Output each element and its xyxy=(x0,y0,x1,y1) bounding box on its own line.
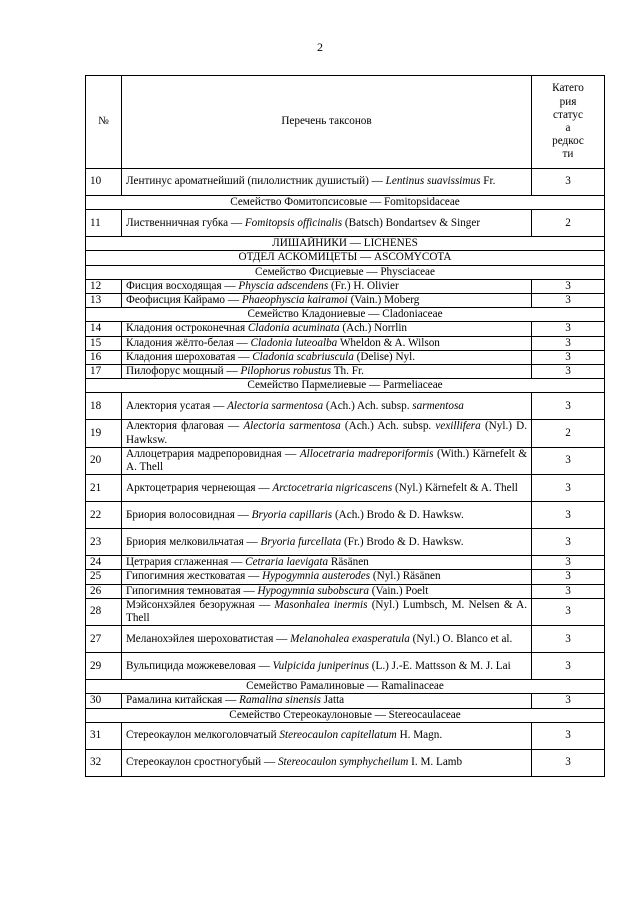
taxon-number: 13 xyxy=(86,294,122,308)
taxon-author: (Nyl.) Räsänen xyxy=(372,570,441,583)
taxon-common-name: Лиственничная губка — xyxy=(126,216,243,229)
taxon-number: 14 xyxy=(86,322,122,336)
taxon-latin-name: Phaeophyscia kairamoi xyxy=(241,294,348,307)
taxon-author: (Ach.) Norrlin xyxy=(342,322,408,335)
table-row xyxy=(86,322,605,336)
taxon-author: Räsänen xyxy=(330,556,369,569)
taxon-common-name: Пилофорус мощный — xyxy=(126,365,238,378)
taxon-common-name: Бриория волосовидная — xyxy=(126,508,249,521)
table-row xyxy=(86,447,605,474)
taxon-common-name: Кладония остроконечная xyxy=(126,322,246,335)
header-category-line: редкос xyxy=(552,135,584,148)
rarity-category: 3 xyxy=(532,447,605,474)
taxon-common-name: Стереокаулон мелкоголовчатый xyxy=(126,729,277,742)
taxon-name xyxy=(122,584,532,598)
rarity-category: 3 xyxy=(532,570,605,584)
taxon-author: (Nyl.) Kärnefelt & A. Thell xyxy=(395,481,518,494)
header-num: № xyxy=(86,76,122,169)
table-row xyxy=(86,393,605,420)
table-header-row xyxy=(86,76,605,169)
taxon-name xyxy=(122,570,532,584)
taxon-number: 28 xyxy=(86,598,122,625)
rarity-category: 3 xyxy=(532,169,605,196)
rarity-category: 3 xyxy=(532,722,605,749)
taxon-author: (Fr.) H. Olivier xyxy=(330,279,399,292)
taxon-name xyxy=(122,365,532,379)
rarity-category: 3 xyxy=(532,294,605,308)
taxon-latin-name: Masonhalea inermis xyxy=(274,598,368,611)
rarity-category: 3 xyxy=(532,502,605,529)
rarity-category: 3 xyxy=(532,336,605,350)
taxon-name xyxy=(122,502,532,529)
family-title: Семейство Пармелиевые — Parmeliaceae xyxy=(86,379,605,393)
taxon-common-name: Бриория мелковильчатая — xyxy=(126,535,258,548)
table-row xyxy=(86,722,605,749)
table-row xyxy=(86,336,605,350)
taxon-number: 17 xyxy=(86,365,122,379)
taxon-latin-name: Bryoria furcellata xyxy=(260,535,342,548)
taxon-number: 23 xyxy=(86,529,122,556)
division-row xyxy=(86,251,605,265)
table-row xyxy=(86,529,605,556)
taxon-common-name: Феофисция Кайрамо — xyxy=(126,294,240,307)
taxon-latin-name: Physcia adscendens xyxy=(238,279,329,292)
rarity-category: 3 xyxy=(532,350,605,364)
rarity-category: 3 xyxy=(532,694,605,708)
taxon-common-name: Мэйсонхэйлея безоружная — xyxy=(126,598,271,611)
rarity-category: 3 xyxy=(532,279,605,293)
header-category-line: статус xyxy=(553,108,583,121)
taxon-name xyxy=(122,529,532,556)
rarity-category: 2 xyxy=(532,420,605,447)
taxon-author: (Fr.) Brodo & D. Hawksw. xyxy=(344,535,464,548)
family-title: Семейство Стереокаулоновые — Stereocaulaceae xyxy=(86,708,605,722)
rarity-category: 3 xyxy=(532,653,605,680)
table-row xyxy=(86,584,605,598)
taxon-latin-name: Fomitopsis officinalis xyxy=(244,216,343,229)
taxon-common-name: Цетрария сглаженная — xyxy=(126,556,243,569)
taxon-common-name: Кладония жёлто-белая — xyxy=(126,336,248,349)
taxon-number: 12 xyxy=(86,279,122,293)
taxon-number: 24 xyxy=(86,556,122,570)
taxon-author-subspecies: (Nyl.) D. Hawksw. xyxy=(126,420,528,446)
taxon-author: (Ach.) Ach. subsp. xyxy=(325,399,410,412)
taxon-number: 22 xyxy=(86,502,122,529)
page-number: 2 xyxy=(317,40,323,54)
table-row xyxy=(86,365,605,379)
taxon-latin-name: Cladonia luteoalba xyxy=(250,336,338,349)
taxon-name xyxy=(122,294,532,308)
taxon-name xyxy=(122,749,532,776)
taxon-name xyxy=(122,210,532,237)
taxon-author: I. M. Lamb xyxy=(411,756,463,769)
table-row xyxy=(86,475,605,502)
taxon-name xyxy=(122,598,532,625)
family-row xyxy=(86,680,605,694)
taxon-number: 30 xyxy=(86,694,122,708)
taxon-name xyxy=(122,447,532,474)
taxon-latin-subspecies: vexillifera xyxy=(435,420,481,433)
taxon-author: H. Magn. xyxy=(399,729,443,742)
header-category-line: Катего xyxy=(552,82,584,95)
taxon-author: Wheldon & A. Wilson xyxy=(339,336,440,349)
taxon-name xyxy=(122,169,532,196)
taxon-number: 10 xyxy=(86,169,122,196)
taxon-name xyxy=(122,420,532,447)
taxon-latin-name: Allocetraria madreporiformis xyxy=(299,447,434,460)
taxon-number: 21 xyxy=(86,475,122,502)
table-row xyxy=(86,279,605,293)
table-row xyxy=(86,169,605,196)
taxon-name xyxy=(122,350,532,364)
taxon-number: 26 xyxy=(86,584,122,598)
taxon-number: 11 xyxy=(86,210,122,237)
header-category-line: ти xyxy=(562,148,574,161)
section-row xyxy=(86,237,605,251)
taxon-name xyxy=(122,653,532,680)
taxon-common-name: Меланохэйлея шероховатистая — xyxy=(126,632,288,645)
section-title: ЛИШАЙНИКИ — LICHENES xyxy=(86,237,605,251)
taxon-number: 27 xyxy=(86,626,122,653)
table-row xyxy=(86,570,605,584)
rarity-category: 3 xyxy=(532,322,605,336)
table-row xyxy=(86,210,605,237)
division-title: ОТДЕЛ АСКОМИЦЕТЫ — ASCOMYCOTA xyxy=(86,251,605,265)
rarity-category: 3 xyxy=(532,598,605,625)
taxon-latin-name: Cetraria laevigata xyxy=(245,556,329,569)
taxon-author: (Nyl.) O. Blanco et al. xyxy=(412,632,513,645)
taxon-common-name: Гипогимния темноватая — xyxy=(126,584,255,597)
header-list: Перечень таксонов xyxy=(122,76,532,169)
taxon-latin-name: Stereocaulon capitellatum xyxy=(279,729,397,742)
taxon-common-name: Алектория флаговая — xyxy=(126,420,240,433)
taxon-author: (Ach.) Brodo & D. Hawksw. xyxy=(334,508,464,521)
family-title: Семейство Фисциевые — Physciaceae xyxy=(86,265,605,279)
table-row xyxy=(86,502,605,529)
taxon-number: 32 xyxy=(86,749,122,776)
taxon-latin-name: Pilophorus robustus xyxy=(240,365,332,378)
taxon-common-name: Фисция восходящая — xyxy=(126,279,236,292)
taxon-name xyxy=(122,722,532,749)
taxon-latin-name: Stereocaulon symphycheilum xyxy=(277,756,409,769)
family-row xyxy=(86,379,605,393)
table-row xyxy=(86,294,605,308)
taxon-author: Jatta xyxy=(323,694,345,707)
family-title: Семейство Рамалиновые — Ramalinaceae xyxy=(86,680,605,694)
header-category xyxy=(532,76,605,169)
taxon-latin-name: Cladonia acuminata xyxy=(247,322,340,335)
rarity-category: 2 xyxy=(532,210,605,237)
taxon-number: 18 xyxy=(86,393,122,420)
taxon-common-name: Стереокаулон сростногубый — xyxy=(126,756,276,769)
taxon-latin-name: Hypogymnia subobscura xyxy=(257,584,369,597)
taxon-common-name: Гипогимния жестковатая — xyxy=(126,570,260,583)
rarity-category: 3 xyxy=(532,475,605,502)
header-category-line: а xyxy=(565,122,571,134)
taxon-author: Th. Fr. xyxy=(333,365,364,378)
taxa-table xyxy=(85,75,605,777)
rarity-category: 3 xyxy=(532,529,605,556)
taxon-author: (With.) Kärnefelt & A. Thell xyxy=(126,447,528,474)
taxon-latin-name: Alectoria sarmentosa xyxy=(243,420,341,433)
taxon-latin-name: Arctocetraria nigricascens xyxy=(272,481,393,494)
taxon-number: 19 xyxy=(86,420,122,447)
rarity-category: 3 xyxy=(532,626,605,653)
taxon-name xyxy=(122,694,532,708)
taxon-latin-name: Ramalina sinensis xyxy=(239,694,321,707)
taxon-common-name: Арктоцетрария чернеющая — xyxy=(126,481,270,494)
taxon-author: (Nyl.) Lumbsch, M. Nelsen & A. Thell xyxy=(126,598,528,625)
table-row xyxy=(86,694,605,708)
taxon-author: (Delise) Nyl. xyxy=(356,350,416,363)
taxon-name xyxy=(122,475,532,502)
table-row xyxy=(86,598,605,625)
taxon-latin-name: Melanohalea exasperatula xyxy=(290,632,410,645)
family-row xyxy=(86,308,605,322)
taxon-number: 25 xyxy=(86,570,122,584)
taxon-name xyxy=(122,556,532,570)
table-row xyxy=(86,626,605,653)
taxon-number: 31 xyxy=(86,722,122,749)
taxon-common-name: Лентинус ароматнейший (пилолистник душистый) — xyxy=(126,175,383,188)
family-title: Семейство Фомитопсисовые — Fomitopsidaceae xyxy=(86,196,605,210)
taxon-common-name: Рамалина китайская — xyxy=(126,694,237,707)
table-row xyxy=(86,420,605,447)
taxon-author: (Batsch) Bondartsev & Singer xyxy=(344,216,481,229)
taxon-number: 20 xyxy=(86,447,122,474)
taxon-latin-name: Alectoria sarmentosa xyxy=(227,399,324,412)
taxon-latin-name: Bryoria capillaris xyxy=(251,508,333,521)
taxon-common-name: Кладония шероховатая — xyxy=(126,350,250,363)
taxon-common-name: Алектория усатая — xyxy=(126,399,225,412)
taxon-author: (Vain.) Moberg xyxy=(350,294,420,307)
taxon-latin-name: Lentinus suavissimus xyxy=(385,175,481,188)
family-row xyxy=(86,196,605,210)
rarity-category: 3 xyxy=(532,393,605,420)
taxon-name xyxy=(122,279,532,293)
taxon-common-name: Вульпицида можжевеловая — xyxy=(126,659,270,672)
taxon-latin-subspecies: sarmentosa xyxy=(412,399,464,412)
taxon-name xyxy=(122,322,532,336)
taxon-number: 29 xyxy=(86,653,122,680)
taxon-latin-name: Vulpicida juniperinus xyxy=(272,659,369,672)
rarity-category: 3 xyxy=(532,556,605,570)
rarity-category: 3 xyxy=(532,749,605,776)
table-row xyxy=(86,350,605,364)
table-row xyxy=(86,556,605,570)
rarity-category: 3 xyxy=(532,365,605,379)
table-row xyxy=(86,653,605,680)
taxon-common-name: Аллоцетрария мадрепоровидная — xyxy=(126,447,297,460)
taxon-latin-name: Hypogymnia austerodes xyxy=(262,570,371,583)
taxon-number: 15 xyxy=(86,336,122,350)
header-category-line: рия xyxy=(559,95,577,108)
taxon-author: (L.) J.-E. Mattsson & M. J. Lai xyxy=(371,659,511,672)
taxon-author: (Vain.) Poelt xyxy=(371,584,429,597)
taxon-number: 16 xyxy=(86,350,122,364)
taxon-latin-name: Cladonia scabriuscula xyxy=(252,350,354,363)
table-row xyxy=(86,749,605,776)
family-row xyxy=(86,265,605,279)
family-row xyxy=(86,708,605,722)
taxon-author: (Ach.) Ach. subsp. xyxy=(344,420,432,433)
taxon-name xyxy=(122,336,532,350)
family-title: Семейство Кладониевые — Cladoniaceae xyxy=(86,308,605,322)
rarity-category: 3 xyxy=(532,584,605,598)
taxon-name xyxy=(122,393,532,420)
taxon-name xyxy=(122,626,532,653)
taxon-author: Fr. xyxy=(483,175,496,188)
